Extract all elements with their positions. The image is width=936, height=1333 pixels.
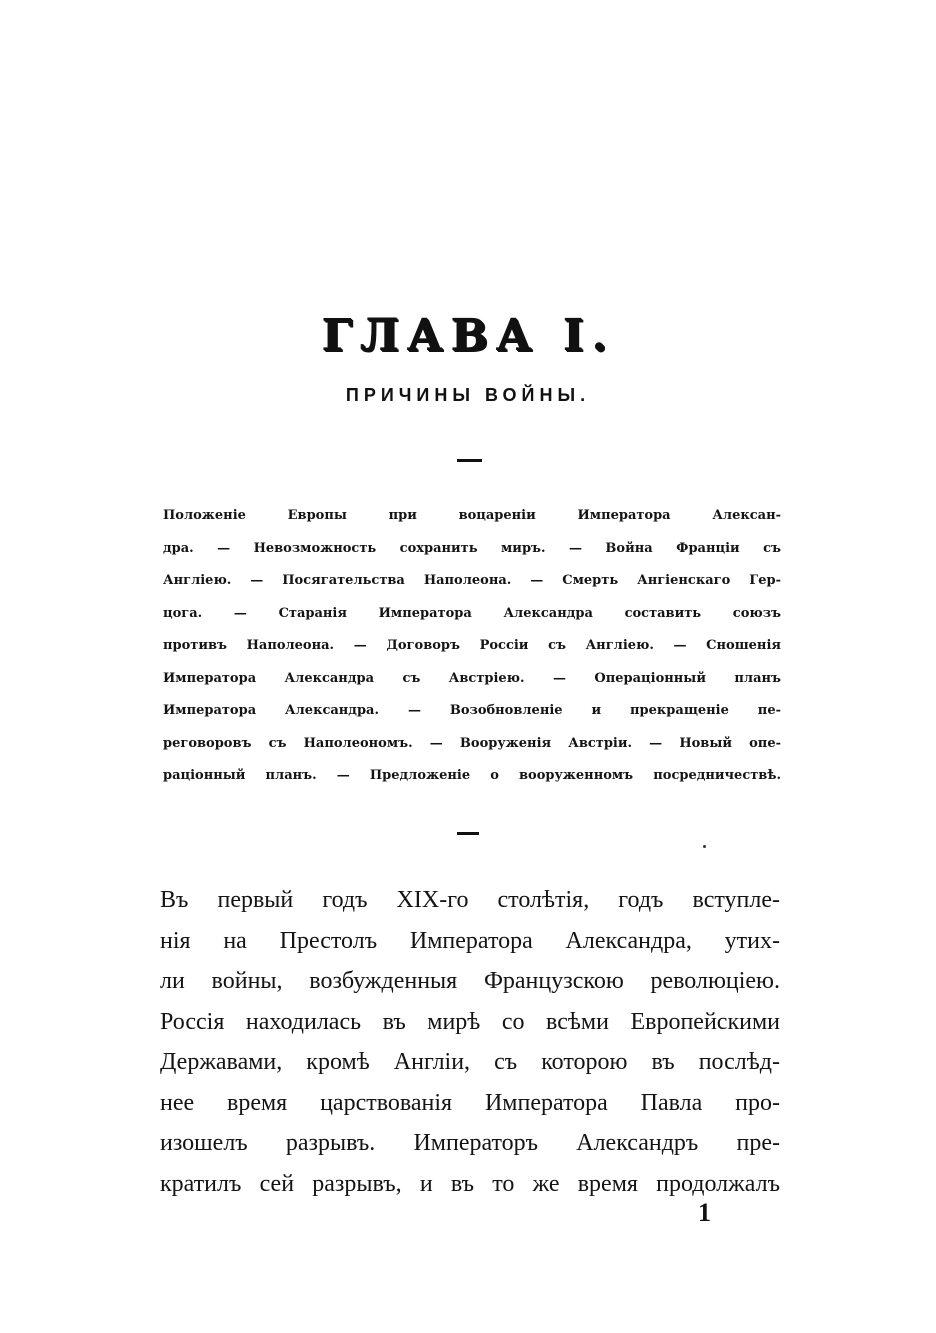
chapter-title: ГЛАВА I. <box>321 310 615 361</box>
page-number: 1 <box>698 1198 711 1227</box>
body-line: ли войны, возбужденныя Французскою революцiею. <box>160 968 780 994</box>
summary-line: Императора Александра. — Возобновленiе и прекращенiе пе- <box>163 703 781 718</box>
body-line: Россiя находилась въ мирѣ со всѣми Европейскими <box>160 1008 780 1035</box>
summary-line: Положенiе Европы при воцаренiи Императора Алексан- <box>163 508 781 523</box>
body-line: нiя на Престолъ Императора Александра, утих- <box>160 927 780 954</box>
body-line: нее время царствованiя Императора Павла про- <box>160 1089 780 1116</box>
top-divider <box>457 459 482 462</box>
body-text <box>160 880 780 1204</box>
summary-line: Императора Александра съ Австрiею. — Операцiонный планъ <box>163 670 781 686</box>
summary-line: реговоровъ съ Наполеономъ. — Вооруженiя Австрiи. — Новый опе- <box>163 735 781 751</box>
summary-line: дра. — Невозможность сохранить миръ. — Война Францiи съ <box>163 540 781 556</box>
summary-line: Англiею. — Посягательства Наполеона. — Смерть Ангiенскаго Гер- <box>163 573 781 588</box>
print-speck <box>703 845 706 848</box>
summary-line: цога. — Старанiя Императора Александра составить союзъ <box>163 605 781 621</box>
body-line: кратилъ сей разрывъ, и въ то же время продолжалъ <box>160 1170 780 1197</box>
body-line: изошелъ разрывъ. Императоръ Александръ пре- <box>160 1130 780 1156</box>
chapter-summary <box>163 500 781 793</box>
body-line: Державами, кромѣ Англiи, съ которою въ послѣд- <box>160 1049 780 1075</box>
body-line: Въ первый годъ XIX-го столѣтiя, годъ вступле- <box>160 887 780 913</box>
bottom-divider <box>457 832 479 835</box>
chapter-subtitle: ПРИЧИНЫ ВОЙНЫ. <box>345 385 591 405</box>
summary-line: противъ Наполеона. — Договоръ Россiи съ Англiею. — Сношенiя <box>163 638 781 653</box>
summary-line: рацiонный планъ. — Предложенiе о вооруженномъ посредничествѣ. <box>163 768 781 783</box>
